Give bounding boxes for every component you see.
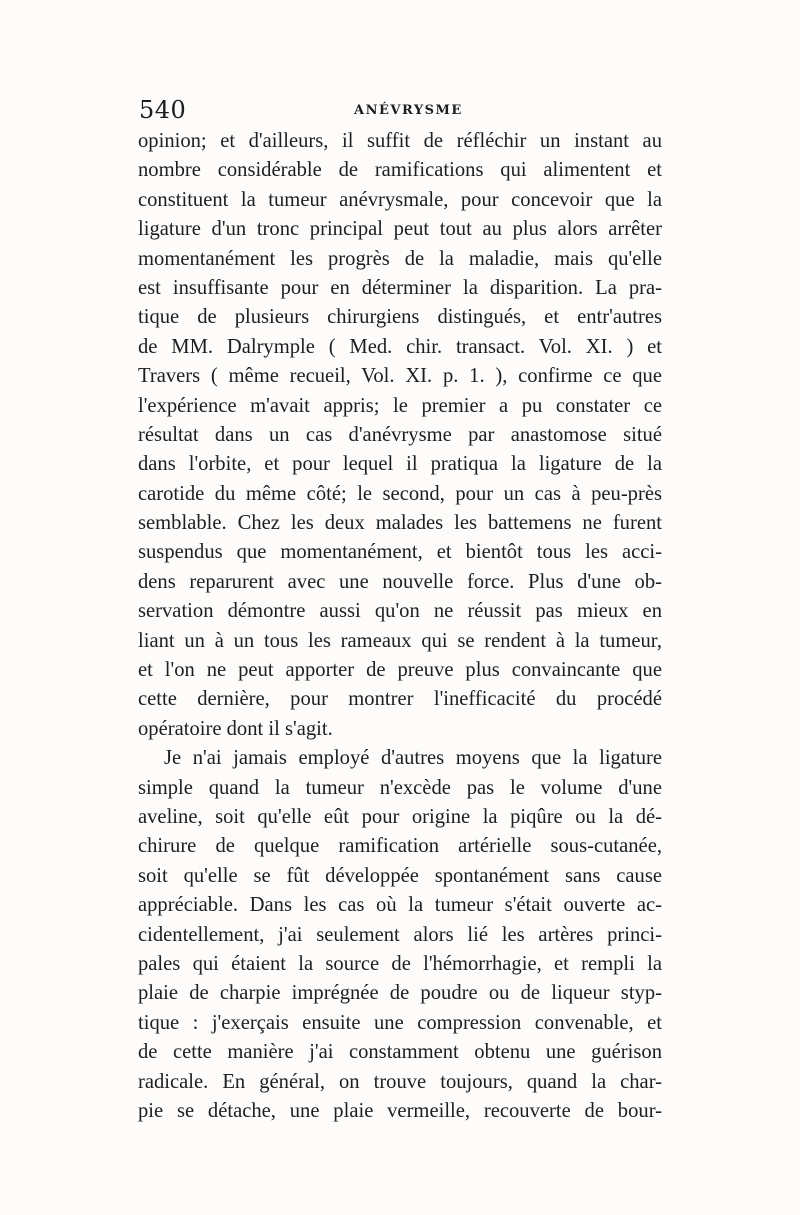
paragraph-end-line: opératoire dont il s'agit. [138,717,333,740]
text-line: simple quand la tumeur n'excède pas le volume d'une [138,776,662,799]
text-line: de MM. Dalrymple ( Med. chir. transact. Vol. XI. ) et [138,335,662,358]
text-line: suspendus que momentanément, et bientôt tous les acci- [138,541,662,564]
text-line: cidentellement, j'ai seulement alors lié les artères princi- [138,923,662,946]
text-line: l'expérience m'avait appris; le premier a pu constater ce [138,394,662,417]
text-line: semblable. Chez les deux malades les battemens ne furent [138,512,662,535]
text-line: dens reparurent avec une nouvelle force. Plus d'une ob- [138,570,662,593]
text-line: de cette manière j'ai constamment obtenu une guérison [138,1041,662,1064]
text-line: tique : j'exerçais ensuite une compression convenable, et [138,1011,662,1034]
text-line: opinion; et d'ailleurs, il suffit de réfléchir un instant au [138,130,662,152]
text-line: momentanément les progrès de la maladie, mais qu'elle [138,247,662,270]
text-line: Travers ( même recueil, Vol. XI. p. 1. ), confirme ce que [138,365,662,388]
text-line: appréciable. Dans les cas où la tumeur s'était ouverte ac- [138,894,662,917]
text-line: plaie de charpie imprégnée de poudre ou de liqueur styp- [138,982,662,1005]
text-line: pie se détache, une plaie vermeille, recouverte de bour- [138,1099,662,1122]
text-line: carotide du même côté; le second, pour un cas à peu-près [138,482,662,505]
text-line: soit qu'elle se fût développée spontanément sans cause [138,864,662,887]
text-line: liant un à un tous les rameaux qui se rendent à la tumeur, [138,629,662,652]
text-line: pales qui étaient la source de l'hémorrhagie, et rempli la [138,952,662,975]
body-text [138,127,662,1126]
text-line: constituent la tumeur anévrysmale, pour concevoir que la [138,188,662,211]
text-line: servation démontre aussi qu'on ne réussit pas mieux en [138,600,662,623]
text-line: aveline, soit qu'elle eût pour origine la piqûre ou la dé- [138,805,662,828]
text-line: radicale. En général, on trouve toujours, quand la char- [138,1070,662,1093]
text-line: nombre considérable de ramifications qui alimentent et [138,159,662,182]
text-line: est insuffisante pour en déterminer la disparition. La pra- [138,276,662,299]
text-line: tique de plusieurs chirurgiens distingués, et entr'autres [138,306,662,329]
text-line: dans l'orbite, et pour lequel il pratiqua la ligature de la [138,453,662,476]
running-head: ANÉVRYSME [354,103,463,118]
text-line: résultat dans un cas d'anévrysme par anastomose situé [138,423,662,446]
page-number: 540 [139,96,187,124]
page-header [139,96,659,126]
text-line: cette dernière, pour montrer l'inefficacité du procédé [138,688,662,711]
text-line: et l'on ne peut apporter de preuve plus convaincante que [138,659,662,682]
text-line: ligature d'un tronc principal peut tout au plus alors arrêter [138,218,662,241]
paragraph-start-line: Je n'ai jamais employé d'autres moyens que la ligature [164,747,662,770]
text-line: chirure de quelque ramification artérielle sous-cutanée, [138,835,662,858]
